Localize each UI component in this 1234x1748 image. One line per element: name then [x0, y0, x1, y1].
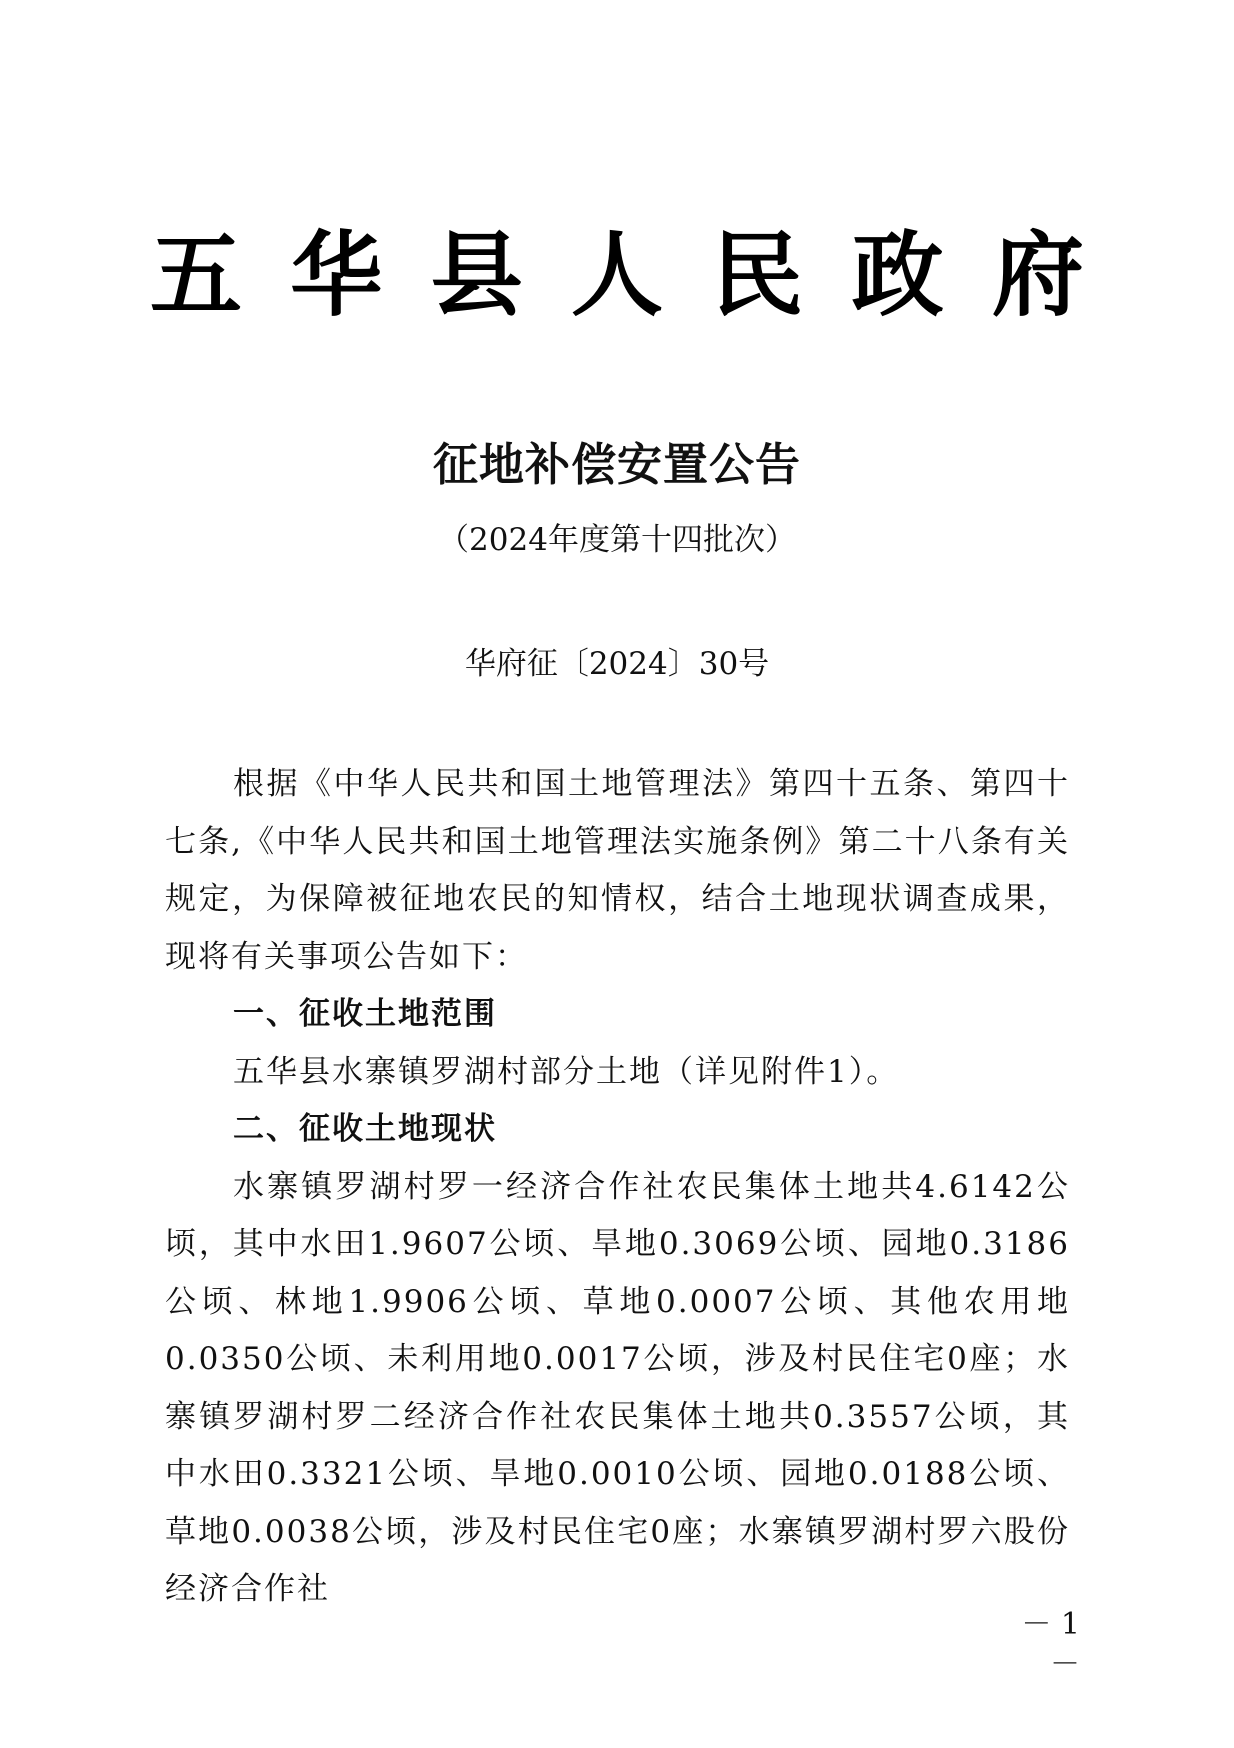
section-paragraph: 五华县水寨镇罗湖村部分土地（详见附件1）。 [233, 1053, 900, 1090]
intro-paragraph: 根据《中华人民共和国土地管理法》第四十五条、第四十七条,《中华人民共和国土地管理法实施条例》第二十八条有关规定，为保障被征地农民的知情权，结合土地现状调查成果，现将有关事项公告如下： [165, 766, 1070, 975]
issuer-char: 五 [150, 221, 243, 329]
issuer-header [150, 215, 1084, 335]
issuer-char: 民 [711, 221, 804, 329]
section-heading: 二、征收土地现状 [233, 1111, 497, 1147]
issuer-char: 政 [851, 221, 944, 329]
issuer-char: 县 [430, 221, 523, 329]
section-paragraph: 水寨镇罗湖村罗一经济合作社农民集体土地共4.6142公顷，其中水田1.9607公顷、旱地0.3069公顷、园地0.3186公顷、林地1.9906公顷、草地0.0007公顷、其他农用地0.0350公顷、未利用地0.0017公顷，涉及村民住宅0座；水寨镇罗湖村罗二经济合作社农民集体土地共0.3557公顷，其中水田0.3321公顷、旱地0.0010公顷、园地0.0188公顷、草地0.0038公顷，涉及村民住宅0座；水寨镇罗湖村罗六股份经济合作社 [165, 1168, 1070, 1607]
batch-subtitle: （2024年度第十四批次） [438, 522, 796, 558]
document-number: 华府征〔2024〕30号 [464, 646, 770, 682]
page-number: － 1 － [1021, 1607, 1080, 1682]
issuer-char: 府 [991, 221, 1084, 329]
issuer-char: 人 [570, 221, 663, 329]
section-heading: 一、征收土地范围 [233, 996, 497, 1032]
document-title: 征地补偿安置公告 [432, 438, 801, 491]
document-body [165, 756, 1070, 1619]
issuer-char: 华 [290, 221, 383, 329]
